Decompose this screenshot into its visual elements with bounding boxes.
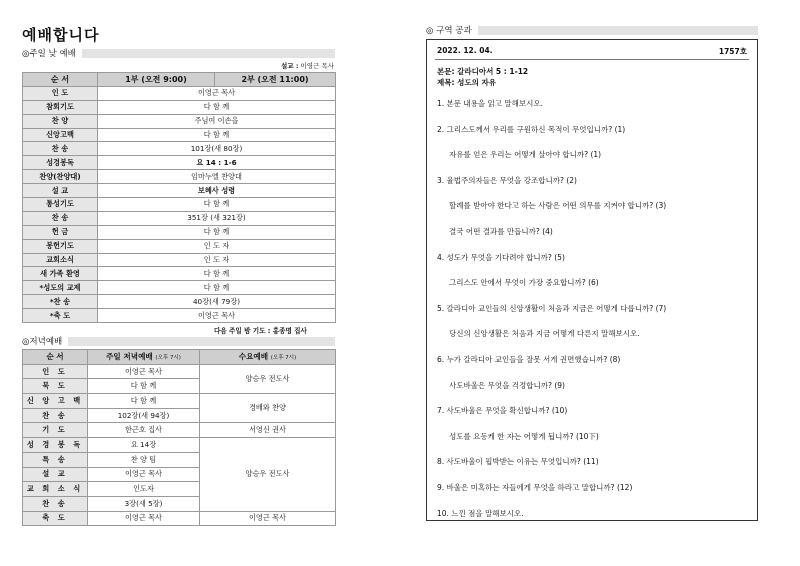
- sunday-cell: 요 14장: [88, 438, 200, 453]
- row-label: 찬 송: [23, 211, 98, 225]
- row-label: 설 교: [23, 467, 88, 482]
- row-label: 찬 송: [23, 142, 98, 156]
- col-order: 순 서: [23, 73, 98, 87]
- lesson-question: 7. 사도바울은 무엇을 확신합니까? (10): [437, 406, 568, 416]
- row-label: 신 앙 고 백: [23, 394, 88, 409]
- lesson-question: 8. 사도바울이 핍박받는 이유는 무엇입니까? (11): [437, 457, 599, 467]
- wed-benediction: 이영근 목사: [200, 511, 336, 526]
- table-row: [23, 114, 336, 128]
- row-label: 묵 도: [23, 379, 88, 394]
- row-value: 다 함 께: [98, 225, 336, 239]
- row-value: 임마누엘 찬양대: [98, 170, 336, 184]
- row-label: 인 도: [23, 364, 88, 379]
- table-row: [23, 184, 336, 198]
- bible-passage: 본문: 갈라디아서 5 : 1-12: [437, 67, 529, 76]
- row-label: 특 송: [23, 452, 88, 467]
- table-row: [23, 267, 336, 281]
- lesson-heading-label: ◎ 구역 공과: [426, 26, 472, 36]
- row-label: 교회소식: [23, 253, 98, 267]
- table-row: [23, 128, 336, 142]
- col-sunday-evening-time: (오후 7시): [155, 355, 181, 362]
- row-value: 다 함 께: [98, 281, 336, 295]
- heading-bar: [478, 26, 758, 35]
- lesson-sub-question: 자유를 얻은 우리는 어떻게 살아야 합니까? (1): [449, 150, 602, 160]
- lesson-sub-question: 성도를 요동케 한 자는 어떻게 됩니까? (10下): [449, 431, 599, 441]
- heading-bar: [68, 337, 335, 346]
- row-label: 기 도: [23, 423, 88, 438]
- table-row: [23, 511, 336, 526]
- sunday-service-heading: [22, 47, 335, 59]
- table-row: [23, 156, 336, 170]
- row-value: 인 도 자: [98, 239, 336, 253]
- table-row: [23, 198, 336, 212]
- row-label: 인 도: [23, 86, 98, 100]
- lesson-question: 3. 율법주의자들은 무엇을 강조합니까? (2): [437, 175, 577, 185]
- evening-service-heading-label: ◎저녁예배: [22, 337, 63, 347]
- table-row: [23, 281, 336, 295]
- page-title: 예배합니다: [22, 26, 100, 44]
- row-value: 요 14 : 1-6: [98, 156, 336, 170]
- table-row: [23, 239, 336, 253]
- sunday-service-heading-label: ◎주일 낮 예배: [22, 49, 76, 59]
- row-label: 참회기도: [23, 100, 98, 114]
- row-value: 101장(새 80장): [98, 142, 336, 156]
- row-label: *축 도: [23, 309, 98, 323]
- row-value: 주님여 이손을: [98, 114, 336, 128]
- table-row: [23, 295, 336, 309]
- table-row: [23, 170, 336, 184]
- table-row: [23, 100, 336, 114]
- row-label: 찬 송: [23, 408, 88, 423]
- row-label: 통성기도: [23, 198, 98, 212]
- row-label: 교 회 소 식: [23, 482, 88, 497]
- row-value: 이영근 목사: [98, 86, 336, 100]
- table-row: [23, 211, 336, 225]
- lesson-heading: [426, 24, 758, 36]
- row-label: 신앙고백: [23, 128, 98, 142]
- table-row: [23, 423, 336, 438]
- lesson-question: 4. 성도가 무엇을 기다려야 합니까? (5): [437, 252, 565, 262]
- preacher-label: 설교 :: [281, 62, 299, 70]
- lesson-question: 5. 갈라디아 교인들의 신앙생활이 처음과 지금은 어떻게 다릅니까? (7): [437, 303, 667, 313]
- col-second-service: 2부 (오전 11:00): [215, 73, 336, 87]
- row-label: 새 가족 환영: [23, 267, 98, 281]
- row-label: 성 경 봉 독: [23, 438, 88, 453]
- lesson-topic: 제목: 성도의 자유: [437, 78, 496, 87]
- sunday-cell: 다 함 께: [88, 394, 200, 409]
- wed-leader: 양승우 전도사: [200, 364, 336, 393]
- wed-prayer: 서영신 권사: [200, 423, 336, 438]
- row-label: *찬 송: [23, 295, 98, 309]
- row-label: 헌 금: [23, 225, 98, 239]
- row-label: 찬 송: [23, 496, 88, 511]
- lesson-date: 2022. 12. 04.: [437, 46, 493, 55]
- table-row: [23, 438, 336, 453]
- row-value: 40장(새 79장): [98, 295, 336, 309]
- lesson-sub-question: 당신의 신앙생활은 처음과 지금 어떻게 다른지 말해보시오.: [449, 329, 640, 339]
- table-row: [23, 394, 336, 409]
- table-row: [23, 86, 336, 100]
- sunday-cell: 102장(새 94장): [88, 408, 200, 423]
- wed-sermon: 양승우 전도사: [200, 438, 336, 511]
- lesson-question: 9. 바울은 미혹하는 자들에게 무엇을 하라고 말합니까? (12): [437, 483, 633, 492]
- lesson-sub-question: 그리스도 안에서 무엇이 가장 중요합니까? (6): [449, 278, 599, 288]
- lesson-question: 1. 본문 내용을 읽고 말해보시오.: [437, 99, 544, 108]
- sunday-cell: 이영근 목사: [88, 364, 200, 379]
- row-label: 설 교: [23, 184, 98, 198]
- sunday-cell: 한근호 집사: [88, 423, 200, 438]
- col-order: 순 서: [23, 350, 88, 365]
- heading-bar: [82, 49, 335, 58]
- row-label: 봉헌기도: [23, 239, 98, 253]
- next-week-prayer: 다음 주일 밤 기도 : 홍종명 집사: [214, 327, 307, 335]
- sunday-table-header: [23, 73, 336, 87]
- col-wednesday-label: 수요예배: [238, 352, 269, 362]
- lesson-sub-question: 사도바울은 무엇을 걱정합니까? (9): [449, 380, 565, 390]
- evening-service-table: [22, 349, 336, 526]
- sunday-cell: 다 함 께: [88, 379, 200, 394]
- row-value: 다 함 께: [98, 267, 336, 281]
- row-label: 축 도: [23, 511, 88, 526]
- sunday-cell: 찬 양 팀: [88, 452, 200, 467]
- col-first-service: 1부 (오전 9:00): [98, 73, 215, 87]
- row-label: 찬양(찬양대): [23, 170, 98, 184]
- sunday-cell: 3장(새 5장): [88, 496, 200, 511]
- issue-number: 1757호: [718, 47, 747, 56]
- wed-praise: 경배와 찬양: [200, 394, 336, 423]
- evening-table-header: [23, 350, 336, 365]
- evening-service-heading: [22, 335, 335, 347]
- row-value: 보혜사 성령: [98, 184, 336, 198]
- table-row: [23, 253, 336, 267]
- preacher-line: [281, 61, 334, 70]
- lesson-question: 6. 누가 갈라디아 교인들을 잘못 서게 권면했습니까? (8): [437, 355, 621, 364]
- lesson-sub-question: 할례를 받아야 한다고 하는 사람은 어떤 의무를 지켜야 합니까? (3): [449, 201, 667, 211]
- col-wednesday: [200, 350, 336, 365]
- preacher-name: 이영근 목사: [300, 62, 334, 70]
- lesson-question: 2. 그리스도께서 우리를 구원하신 목적이 무엇입니까? (1): [437, 124, 626, 134]
- table-row: [23, 364, 336, 379]
- row-label: 성경봉독: [23, 156, 98, 170]
- sunday-cell: 이영근 목사: [88, 467, 200, 482]
- row-value: 다 함 께: [98, 128, 336, 142]
- divider: [435, 59, 749, 60]
- sunday-cell: 인도자: [88, 482, 200, 497]
- row-value: 이영근 목사: [98, 309, 336, 323]
- table-row: [23, 309, 336, 323]
- row-value: 351장 (새 321장): [98, 211, 336, 225]
- row-value: 인 도 자: [98, 253, 336, 267]
- col-sunday-evening: [88, 350, 200, 365]
- table-row: [23, 142, 336, 156]
- row-label: 찬 양: [23, 114, 98, 128]
- col-sunday-evening-label: 주일 저녁예배: [106, 352, 153, 362]
- row-value: 다 함 께: [98, 100, 336, 114]
- sunday-cell: 이영근 목사: [88, 511, 200, 526]
- sunday-service-table: [22, 72, 336, 323]
- lesson-box: [426, 39, 758, 521]
- col-wednesday-time: (오후 7시): [270, 355, 297, 362]
- lesson-question: 10. 느낀 점을 말해보시오.: [437, 508, 524, 518]
- row-value: 다 함 께: [98, 198, 336, 212]
- lesson-sub-question: 결국 어떤 결과를 만듭니까? (4): [449, 227, 553, 236]
- row-label: *성도의 교제: [23, 281, 98, 295]
- table-row: [23, 225, 336, 239]
